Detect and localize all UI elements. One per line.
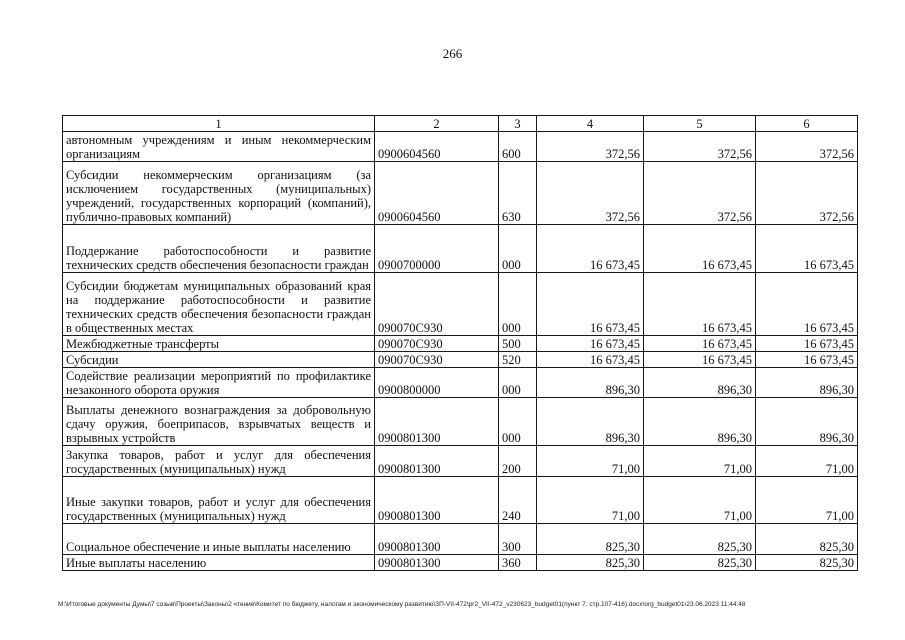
row-value-6: 71,00 (756, 477, 858, 524)
column-header: 1 (63, 116, 375, 132)
row-name: Выплаты денежного вознаграждения за добровольную сдачу оружия, боеприпасов, взрывчатых веществ и взрывных устройств (63, 398, 375, 446)
row-value-4: 16 673,45 (537, 225, 644, 273)
row-value-5: 16 673,45 (644, 336, 756, 352)
table-row (63, 225, 858, 273)
row-kind: 000 (499, 273, 537, 336)
row-kind: 000 (499, 225, 537, 273)
row-value-5: 372,56 (644, 132, 756, 162)
column-header: 5 (644, 116, 756, 132)
row-name: Закупка товаров, работ и услуг для обеспечения государственных (муниципальных) нужд (63, 446, 375, 477)
row-value-6: 16 673,45 (756, 225, 858, 273)
table-header-row (63, 116, 858, 132)
row-value-5: 16 673,45 (644, 352, 756, 368)
row-value-4: 71,00 (537, 477, 644, 524)
row-code: 090070С930 (375, 273, 499, 336)
row-code: 0900800000 (375, 368, 499, 398)
row-name: Субсидии (63, 352, 375, 368)
row-code: 090070С930 (375, 336, 499, 352)
row-value-5: 71,00 (644, 446, 756, 477)
table-row (63, 555, 858, 571)
row-kind: 360 (499, 555, 537, 571)
row-name: Субсидии некоммерческим организациям (за исключением государственных (муниципальных) учреждений, государственных корпораций (компаний), публично-правовых компаний) (63, 162, 375, 225)
row-value-6: 896,30 (756, 368, 858, 398)
row-value-6: 825,30 (756, 524, 858, 555)
table-row (63, 273, 858, 336)
row-code: 090070С930 (375, 352, 499, 368)
table-row (63, 446, 858, 477)
row-value-4: 16 673,45 (537, 273, 644, 336)
row-value-4: 896,30 (537, 368, 644, 398)
column-header: 2 (375, 116, 499, 132)
row-name: Иные закупки товаров, работ и услуг для обеспечения государственных (муниципальных) нужд (63, 477, 375, 524)
row-value-4: 896,30 (537, 398, 644, 446)
budget-table (62, 115, 858, 571)
row-value-4: 825,30 (537, 555, 644, 571)
row-code: 0900801300 (375, 524, 499, 555)
row-kind: 000 (499, 368, 537, 398)
row-kind: 500 (499, 336, 537, 352)
table-row (63, 162, 858, 225)
row-code: 0900801300 (375, 555, 499, 571)
table-row (63, 368, 858, 398)
row-value-5: 825,30 (644, 555, 756, 571)
row-value-5: 16 673,45 (644, 273, 756, 336)
row-name: автономным учреждениям и иным некоммерческим организациям (63, 132, 375, 162)
row-code: 0900604560 (375, 132, 499, 162)
row-value-4: 825,30 (537, 524, 644, 555)
row-code: 0900801300 (375, 398, 499, 446)
row-name: Субсидии бюджетам муниципальных образований края на поддержание работоспособности и развитие технических средств обеспечения безопасности граждан в общественных местах (63, 273, 375, 336)
row-value-4: 372,56 (537, 162, 644, 225)
document-path-footer: М:\Итоговые документы Думы\7 созыв\Проекты\Законы\2 чтение\Комитет по бюджету, налогам и экономическому развитию\ЗП-VII-472\pr2_VII-472_v230623_budget01(пункт 7, стр.107-416).docx\org_budget01\23.06.2023 11:44:48 (58, 601, 746, 608)
row-value-6: 372,56 (756, 132, 858, 162)
row-value-5: 372,56 (644, 162, 756, 225)
row-value-4: 16 673,45 (537, 352, 644, 368)
column-header: 4 (537, 116, 644, 132)
table-row (63, 336, 858, 352)
table-row (63, 132, 858, 162)
row-value-5: 896,30 (644, 368, 756, 398)
row-kind: 520 (499, 352, 537, 368)
row-name: Содействие реализации мероприятий по профилактике незаконного оборота оружия (63, 368, 375, 398)
row-value-6: 16 673,45 (756, 273, 858, 336)
row-kind: 600 (499, 132, 537, 162)
row-kind: 300 (499, 524, 537, 555)
row-code: 0900604560 (375, 162, 499, 225)
row-value-5: 71,00 (644, 477, 756, 524)
row-value-6: 825,30 (756, 555, 858, 571)
column-header: 6 (756, 116, 858, 132)
row-kind: 630 (499, 162, 537, 225)
row-value-4: 16 673,45 (537, 336, 644, 352)
row-code: 0900700000 (375, 225, 499, 273)
row-value-4: 372,56 (537, 132, 644, 162)
table-row (63, 477, 858, 524)
row-value-4: 71,00 (537, 446, 644, 477)
row-value-6: 896,30 (756, 398, 858, 446)
row-name: Межбюджетные трансферты (63, 336, 375, 352)
row-kind: 200 (499, 446, 537, 477)
column-header: 3 (499, 116, 537, 132)
row-name: Поддержание работоспособности и развитие технических средств обеспечения безопасности граждан (63, 225, 375, 273)
table-row (63, 352, 858, 368)
row-value-6: 372,56 (756, 162, 858, 225)
row-name: Иные выплаты населению (63, 555, 375, 571)
row-value-6: 16 673,45 (756, 336, 858, 352)
row-value-5: 16 673,45 (644, 225, 756, 273)
row-name: Социальное обеспечение и иные выплаты населению (63, 524, 375, 555)
row-value-5: 825,30 (644, 524, 756, 555)
page-number: 266 (442, 46, 463, 61)
row-value-6: 16 673,45 (756, 352, 858, 368)
row-code: 0900801300 (375, 446, 499, 477)
row-code: 0900801300 (375, 477, 499, 524)
row-value-5: 896,30 (644, 398, 756, 446)
row-value-6: 71,00 (756, 446, 858, 477)
table-row (63, 524, 858, 555)
row-kind: 000 (499, 398, 537, 446)
row-kind: 240 (499, 477, 537, 524)
table-row (63, 398, 858, 446)
